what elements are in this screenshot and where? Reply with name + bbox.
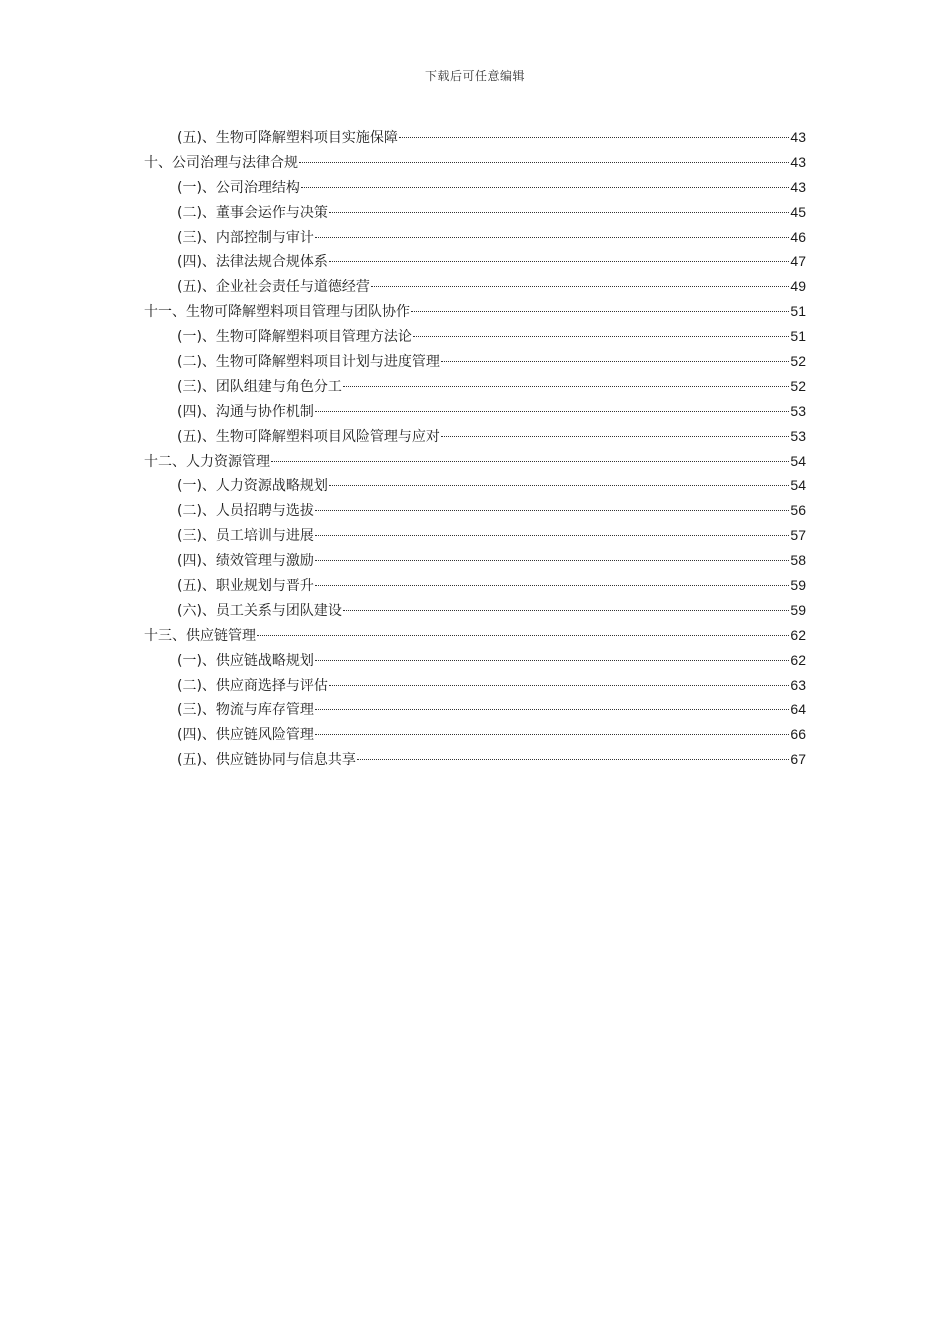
toc-page-number: 58 bbox=[790, 552, 806, 569]
toc-entry-label: 十三、供应链管理 bbox=[144, 627, 256, 644]
toc-section-entry[interactable] bbox=[144, 473, 806, 498]
table-of-contents bbox=[144, 125, 806, 772]
toc-section-entry[interactable] bbox=[144, 523, 806, 548]
toc-entry-label: (三)、物流与库存管理 bbox=[177, 702, 314, 719]
toc-section-entry[interactable] bbox=[144, 249, 806, 274]
toc-chapter-entry[interactable] bbox=[144, 150, 806, 175]
toc-dot-leader bbox=[299, 162, 789, 163]
toc-section-entry[interactable] bbox=[144, 548, 806, 573]
toc-entry-label: (二)、董事会运作与决策 bbox=[177, 204, 328, 221]
toc-page-number: 59 bbox=[790, 577, 806, 594]
toc-dot-leader bbox=[371, 286, 789, 287]
toc-dot-leader bbox=[399, 137, 789, 138]
toc-page-number: 62 bbox=[790, 626, 806, 643]
toc-page-number: 46 bbox=[790, 228, 806, 245]
toc-section-entry[interactable] bbox=[144, 673, 806, 698]
toc-page-number: 63 bbox=[790, 676, 806, 693]
toc-dot-leader bbox=[315, 709, 789, 710]
toc-page-number: 43 bbox=[790, 129, 806, 145]
toc-entry-label: (五)、生物可降解塑料项目实施保障 bbox=[177, 130, 398, 146]
toc-dot-leader bbox=[357, 759, 789, 760]
toc-dot-leader bbox=[329, 485, 789, 486]
toc-dot-leader bbox=[441, 436, 789, 437]
toc-page-number: 64 bbox=[790, 701, 806, 718]
toc-page-number: 51 bbox=[790, 328, 806, 345]
toc-page-number: 45 bbox=[790, 203, 806, 220]
toc-entry-label: 十、公司治理与法律合规 bbox=[144, 154, 298, 171]
toc-section-entry[interactable] bbox=[144, 598, 806, 623]
toc-section-entry[interactable] bbox=[144, 697, 806, 722]
toc-dot-leader bbox=[413, 336, 789, 337]
toc-section-entry[interactable] bbox=[144, 175, 806, 200]
toc-section-entry[interactable] bbox=[144, 200, 806, 225]
toc-entry-label: (五)、企业社会责任与道德经营 bbox=[177, 279, 370, 296]
toc-entry-label: (四)、供应链风险管理 bbox=[177, 727, 314, 744]
toc-dot-leader bbox=[329, 685, 789, 686]
toc-dot-leader bbox=[411, 311, 789, 312]
toc-page-number: 59 bbox=[790, 601, 806, 618]
toc-entry-label: (三)、员工培训与进展 bbox=[177, 528, 314, 545]
toc-entry-label: (一)、公司治理结构 bbox=[177, 179, 300, 196]
toc-dot-leader bbox=[271, 461, 789, 462]
toc-section-entry[interactable] bbox=[144, 424, 806, 449]
toc-section-entry[interactable] bbox=[144, 722, 806, 747]
toc-entry-label: (五)、生物可降解塑料项目风险管理与应对 bbox=[177, 428, 440, 445]
toc-section-entry[interactable] bbox=[144, 225, 806, 250]
toc-page-number: 66 bbox=[790, 726, 806, 743]
toc-entry-label: (三)、团队组建与角色分工 bbox=[177, 378, 342, 395]
toc-page-number: 51 bbox=[790, 303, 806, 320]
toc-dot-leader bbox=[343, 610, 789, 611]
toc-page-number: 53 bbox=[790, 402, 806, 419]
toc-entry-label: (四)、法律法规合规体系 bbox=[177, 254, 328, 271]
toc-entry-label: (四)、沟通与协作机制 bbox=[177, 403, 314, 420]
toc-chapter-entry[interactable] bbox=[144, 299, 806, 324]
toc-section-entry[interactable] bbox=[144, 747, 806, 772]
toc-entry-label: (二)、人员招聘与选拔 bbox=[177, 503, 314, 520]
toc-page-number: 52 bbox=[790, 377, 806, 394]
toc-page-number: 57 bbox=[790, 527, 806, 544]
toc-page-number: 53 bbox=[790, 427, 806, 444]
toc-section-entry[interactable] bbox=[144, 498, 806, 523]
toc-page-number: 54 bbox=[790, 452, 806, 469]
toc-section-entry[interactable] bbox=[144, 399, 806, 424]
toc-entry-label: (五)、职业规划与晋升 bbox=[177, 578, 314, 595]
toc-dot-leader bbox=[329, 212, 789, 213]
toc-dot-leader bbox=[257, 635, 789, 636]
toc-page-number: 62 bbox=[790, 651, 806, 668]
toc-entry-label: 十一、生物可降解塑料项目管理与团队协作 bbox=[144, 304, 410, 321]
toc-dot-leader bbox=[315, 535, 789, 536]
toc-dot-leader bbox=[315, 660, 789, 661]
toc-dot-leader bbox=[315, 734, 789, 735]
toc-page-number: 49 bbox=[790, 278, 806, 295]
toc-dot-leader bbox=[329, 261, 789, 262]
toc-page-number: 54 bbox=[790, 477, 806, 494]
toc-section-entry[interactable] bbox=[144, 573, 806, 598]
toc-section-entry[interactable] bbox=[144, 349, 806, 374]
toc-section-entry[interactable] bbox=[144, 274, 806, 299]
toc-entry-label: 十二、人力资源管理 bbox=[144, 453, 270, 470]
toc-section-entry[interactable] bbox=[144, 374, 806, 399]
toc-entry-label: (二)、生物可降解塑料项目计划与进度管理 bbox=[177, 354, 440, 371]
toc-section-entry[interactable] bbox=[144, 648, 806, 673]
toc-entry-label: (二)、供应商选择与评估 bbox=[177, 677, 328, 694]
toc-dot-leader bbox=[315, 411, 789, 412]
toc-page-number: 52 bbox=[790, 353, 806, 370]
toc-entry-label: (五)、供应链协同与信息共享 bbox=[177, 752, 356, 769]
toc-dot-leader bbox=[315, 560, 789, 561]
toc-chapter-entry[interactable] bbox=[144, 623, 806, 648]
toc-dot-leader bbox=[315, 237, 789, 238]
toc-dot-leader bbox=[315, 585, 789, 586]
toc-entry-label: (一)、供应链战略规划 bbox=[177, 652, 314, 669]
toc-page-number: 67 bbox=[790, 751, 806, 768]
page-header: 下载后可任意编辑 bbox=[424, 69, 525, 83]
toc-page-number: 56 bbox=[790, 502, 806, 519]
toc-page-number: 47 bbox=[790, 253, 806, 270]
toc-entry-label: (三)、内部控制与审计 bbox=[177, 229, 314, 246]
toc-entry-label: (四)、绩效管理与激励 bbox=[177, 553, 314, 570]
toc-entry-label: (一)、人力资源战略规划 bbox=[177, 478, 328, 495]
toc-chapter-entry[interactable] bbox=[144, 449, 806, 474]
toc-section-entry[interactable] bbox=[144, 324, 806, 349]
toc-dot-leader bbox=[343, 386, 789, 387]
toc-entry-label: (一)、生物可降解塑料项目管理方法论 bbox=[177, 329, 412, 346]
toc-page-number: 43 bbox=[790, 178, 806, 195]
toc-page-number: 43 bbox=[790, 153, 806, 170]
toc-entry-label: (六)、员工关系与团队建设 bbox=[177, 602, 342, 619]
toc-dot-leader bbox=[441, 361, 789, 362]
toc-dot-leader bbox=[315, 510, 789, 511]
toc-section-entry[interactable] bbox=[144, 125, 806, 150]
toc-dot-leader bbox=[301, 187, 789, 188]
